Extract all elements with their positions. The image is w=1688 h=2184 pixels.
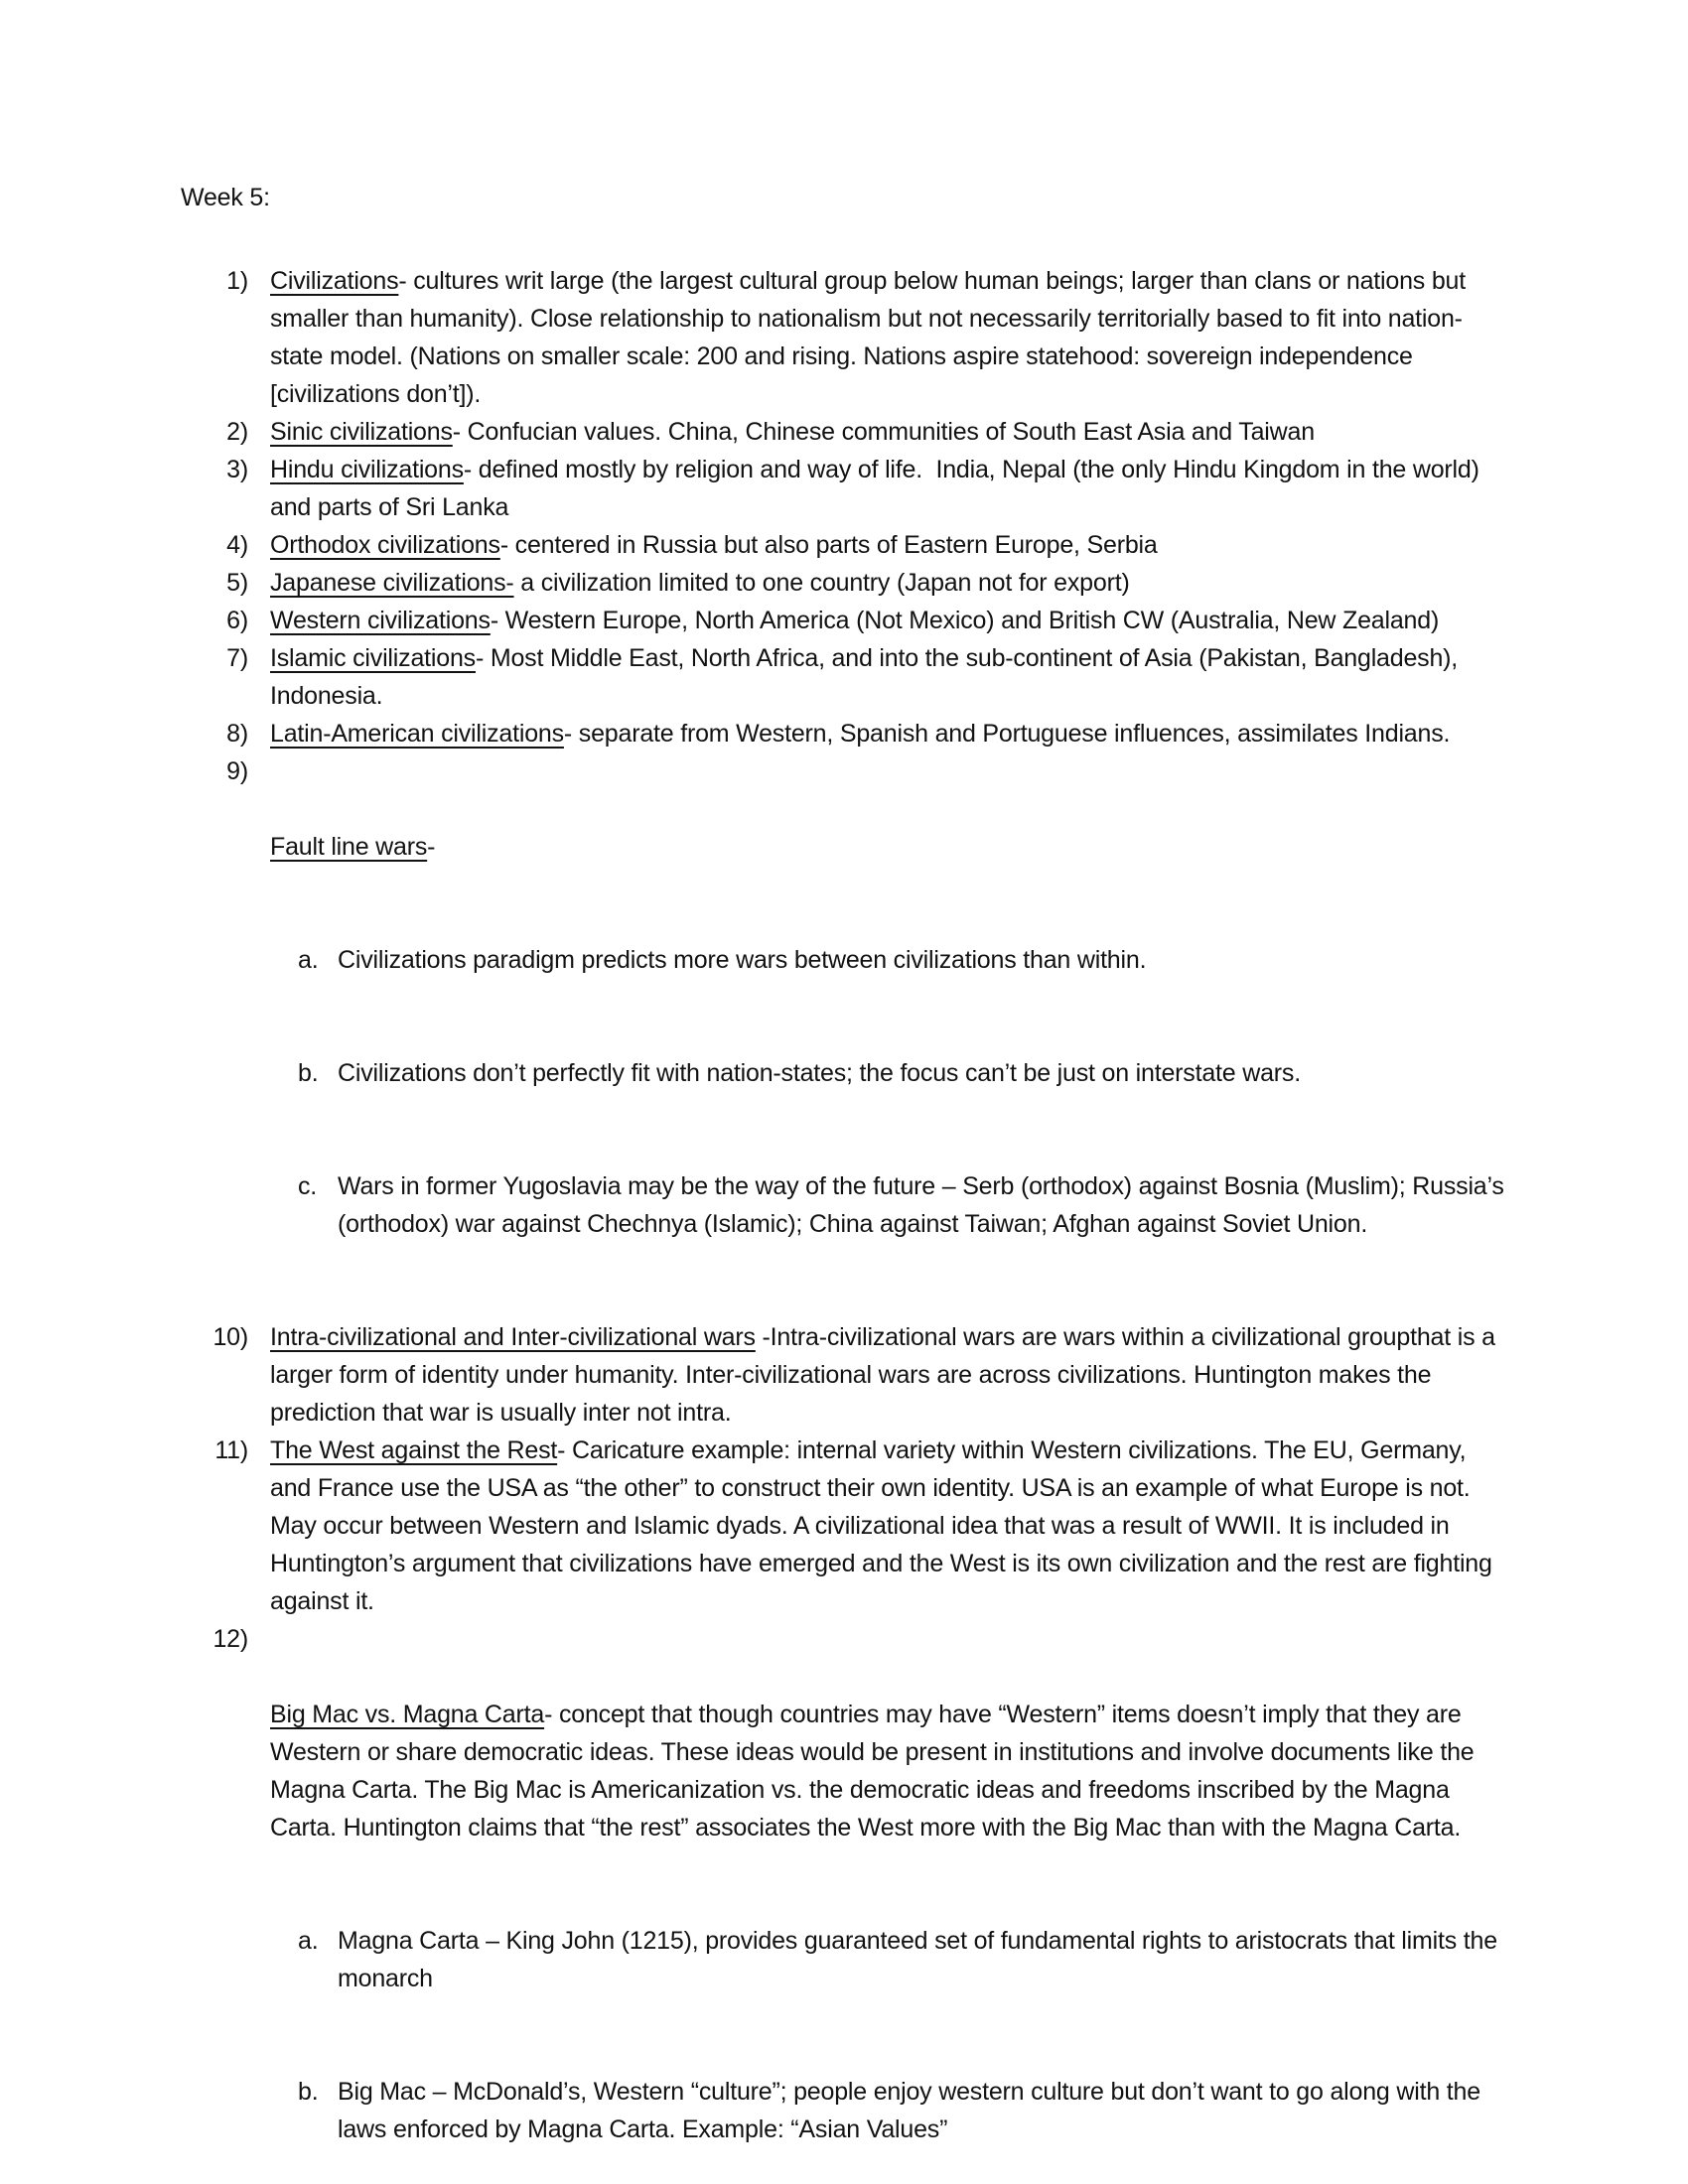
list-item <box>181 451 1511 526</box>
list-item-text <box>270 715 1511 752</box>
definition-text: - centered in Russia but also parts of Eastern Europe, Serbia <box>499 531 1158 559</box>
sub-item-text: Magna Carta – King John (1215), provides guaranteed set of fundamental rights to aristocrats that limits the monarch <box>338 1927 1504 1992</box>
list-item <box>181 1620 1511 2184</box>
definition-text: -Intra-civilizational wars are wars within a civilizational groupthat is a larger form of identity under humanity. Inter-civilizational wars are across civilizations. Huntington makes the prediction that war is usually inter not intra. <box>270 1323 1502 1427</box>
term-underlined: Sinic civilizations <box>270 418 453 446</box>
sub-list-item <box>298 2073 1511 2148</box>
sub-item-letter: c. <box>298 1172 318 1200</box>
list-item-text <box>270 639 1511 715</box>
list-item-text <box>270 564 1511 602</box>
sub-list-item <box>298 941 1511 979</box>
list-item-text <box>270 526 1511 564</box>
sub-item-text: Big Mac – McDonald’s, Western “culture”; people enjoy western culture but don’t want to go along with the laws enforced by Magna Carta. Example: “Asian Values” <box>338 2078 1487 2143</box>
term-underlined: Big Mac vs. Magna Carta <box>270 1701 545 1728</box>
definition-text: - Most Middle East, North Africa, and into the sub-continent of Asia (Pakistan, Bangladesh), Indonesia. <box>270 644 1465 710</box>
sub-item-text: Wars in former Yugoslavia may be the way of the future – Serb (orthodox) against Bosnia (Muslim); Russia’s (orthodox) war against Chechnya (Islamic); China against Taiwan; Afghan against Soviet Union. <box>338 1172 1511 1238</box>
list-item-lead <box>270 828 1511 866</box>
definition-text: - Caricature example: internal variety within Western civilizations. The EU, Germany, and France use the USA as “the other” to construct their own identity. USA is an example of what Europe is not. May occur between Western and Islamic dyads. A civilizational idea that was a result of WWII. It is included in Huntington’s argument that civilizations have emerged and the West is its own civilization and the rest are fighting against it. <box>270 1436 1499 1615</box>
sub-list-item <box>298 1167 1511 1243</box>
list-item <box>181 752 1511 1318</box>
list-item <box>181 1432 1511 1620</box>
list-item <box>181 715 1511 752</box>
sub-item-letter: b. <box>298 2078 319 2106</box>
term-underlined: The West against the Rest <box>270 1436 558 1464</box>
definition-text: - <box>427 833 436 861</box>
term-underlined: Fault line wars <box>270 833 428 861</box>
term-underlined: Latin-American civilizations <box>270 720 564 748</box>
list-item <box>181 262 1511 413</box>
list-item <box>181 564 1511 602</box>
definition-text: - Western Europe, North America (Not Mexico) and British CW (Australia, New Zealand) <box>490 607 1440 634</box>
term-underlined: Hindu civilizations <box>270 456 464 483</box>
definition-text: a civilization limited to one country (Japan not for export) <box>513 569 1130 597</box>
sub-list-item <box>298 1922 1511 1997</box>
definition-text: - Confucian values. China, Chinese communities of South East Asia and Taiwan <box>452 418 1315 446</box>
list-item-text <box>270 451 1511 526</box>
list-item-text <box>270 1318 1511 1432</box>
list-item-number: 11) <box>214 1436 248 1464</box>
sub-item-letter: a. <box>298 1927 319 1955</box>
list-item-number: 2) <box>226 418 248 446</box>
list-item-text <box>270 752 1511 1318</box>
list-item-text <box>270 1620 1511 2184</box>
term-underlined: Western civilizations <box>270 607 491 634</box>
list-item-number: 10) <box>212 1323 248 1351</box>
list-item-number: 8) <box>226 720 248 748</box>
list-item-number: 3) <box>226 456 248 483</box>
definition-text: - separate from Western, Spanish and Portuguese influences, assimilates Indians. <box>563 720 1451 748</box>
list-item-number: 1) <box>226 267 248 295</box>
list-item-lead <box>270 1696 1511 1846</box>
sub-item-letter: b. <box>298 1059 319 1087</box>
list-item-text <box>270 602 1511 639</box>
sub-item-text: Civilizations don’t perfectly fit with nation-states; the focus can’t be just on interstate wars. <box>338 1059 1301 1087</box>
list-item <box>181 602 1511 639</box>
list-item <box>181 1318 1511 1432</box>
list-item-number: 4) <box>226 531 248 559</box>
list-item-number: 5) <box>226 569 248 597</box>
list-item-text <box>270 1432 1511 1620</box>
list-item-text <box>270 413 1511 451</box>
definition-text: - cultures writ large (the largest cultural group below human beings; larger than clans or nations but smaller than humanity). Close relationship to nationalism but not necessarily territorially based to fit into nation-state model. (Nations on smaller scale: 200 and rising. Nations aspire statehood: sovereign independence [civilizations don’t]). <box>270 267 1473 408</box>
list-item-number: 9) <box>226 757 248 785</box>
term-underlined: Civilizations <box>270 267 399 295</box>
term-underlined: Japanese civilizations- <box>270 569 514 597</box>
list-item-number: 6) <box>226 607 248 634</box>
term-underlined: Islamic civilizations <box>270 644 476 672</box>
list-item-number: 12) <box>212 1625 248 1653</box>
definition-text: - defined mostly by religion and way of life. India, Nepal (the only Hindu Kingdom in the world) and parts of Sri Lanka <box>270 456 1486 521</box>
page-title: Week 5: <box>181 184 270 211</box>
term-underlined: Orthodox civilizations <box>270 531 500 559</box>
term-underlined: Intra-civilizational and Inter-civilizational wars <box>270 1323 756 1351</box>
list-item-number: 7) <box>226 644 248 672</box>
definition-text: - concept that though countries may have “Western” items doesn’t imply that they are Western or share democratic ideas. These ideas would be present in institutions and involve documents like the Magna Carta. The Big Mac is Americanization vs. the democratic ideas and freedoms inscribed by the Magna Carta. Huntington claims that “the rest” associates the West more with the Big Mac than with the Magna Carta. <box>270 1701 1481 1842</box>
list-item <box>181 639 1511 715</box>
list-item <box>181 413 1511 451</box>
list-item-text <box>270 262 1511 413</box>
sub-item-letter: a. <box>298 946 319 974</box>
sub-item-text: Civilizations paradigm predicts more wars between civilizations than within. <box>338 946 1147 974</box>
sub-list-item <box>298 1054 1511 1092</box>
numbered-list <box>181 262 1511 2184</box>
list-item <box>181 526 1511 564</box>
